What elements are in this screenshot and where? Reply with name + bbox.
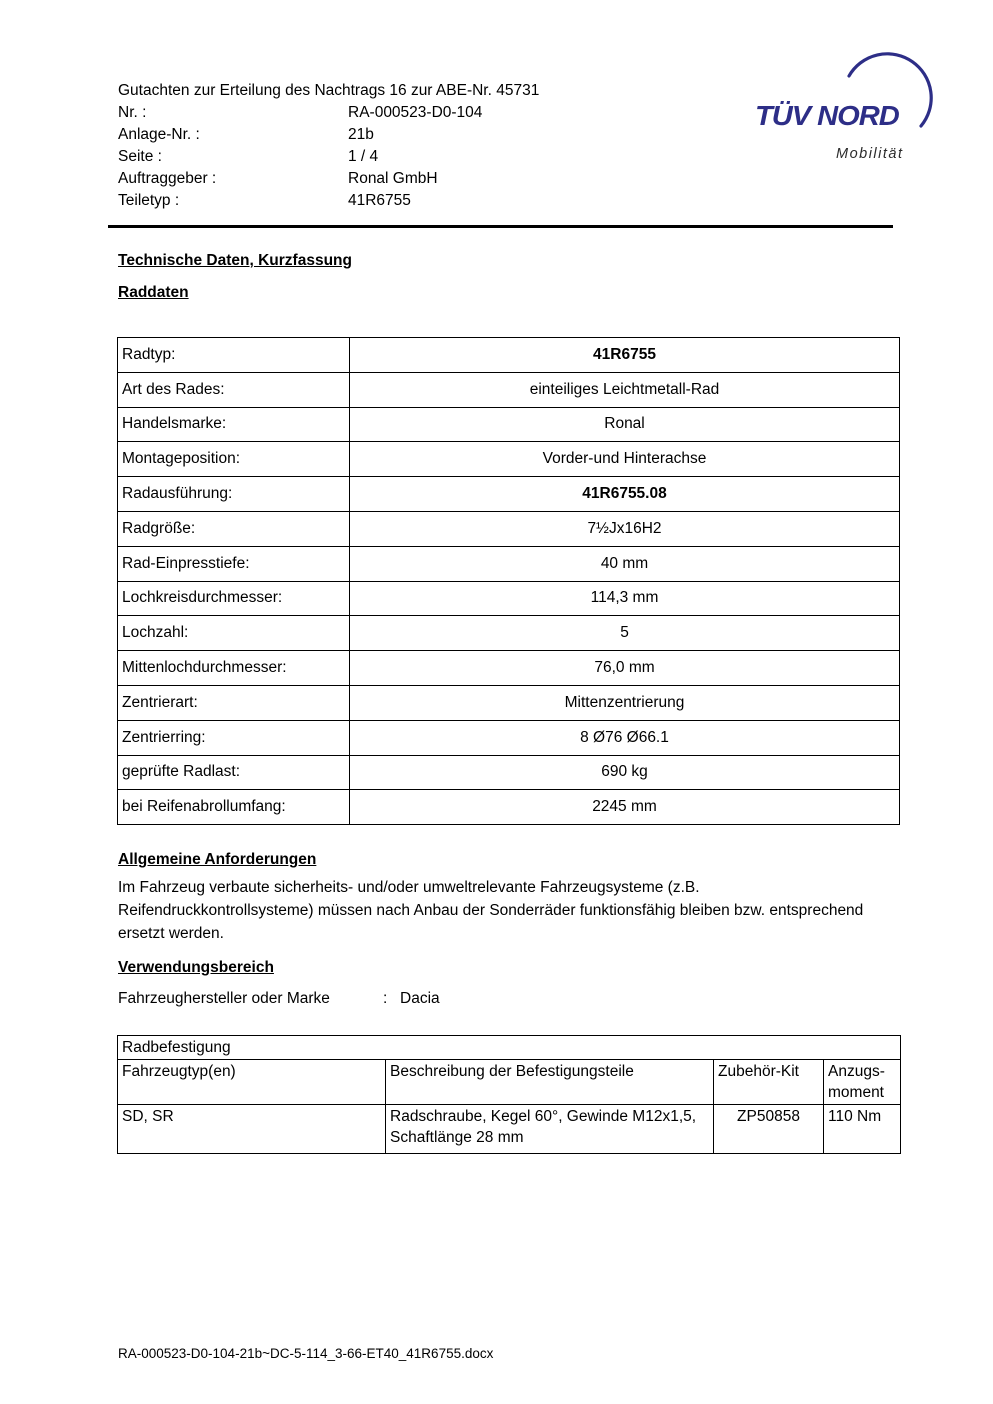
radbefestigung-caption: Radbefestigung (118, 1036, 901, 1060)
meta-value: 1 / 4 (348, 148, 379, 165)
raddaten-value: Ronal (350, 407, 900, 442)
document-title: Gutachten zur Erteilung des Nachtrags 16 zur ABE-Nr. 45731 (118, 82, 540, 99)
raddaten-label: Radausführung: (118, 477, 350, 512)
raddaten-label: geprüfte Radlast: (118, 755, 350, 790)
logo-subtitle: Mobilität (836, 146, 904, 162)
raddaten-row (118, 442, 900, 477)
header-meta-row (118, 146, 539, 168)
raddaten-row (118, 581, 900, 616)
raddaten-label: Zentrierring: (118, 720, 350, 755)
raddaten-row (118, 546, 900, 581)
raddaten-label: Art des Rades: (118, 372, 350, 407)
raddaten-row (118, 616, 900, 651)
radbefestigung-table (117, 1035, 901, 1154)
raddaten-label: Radtyp: (118, 338, 350, 373)
tuev-nord-logo (752, 48, 952, 178)
cell-fahrzeugtyp: SD, SR (118, 1105, 386, 1154)
radbefestigung-header-row (118, 1060, 901, 1105)
raddaten-label: Rad-Einpresstiefe: (118, 546, 350, 581)
meta-value: 21b (348, 126, 374, 143)
document-header (118, 80, 539, 212)
raddaten-row (118, 511, 900, 546)
header-meta-list (118, 102, 539, 212)
meta-label: Seite : (118, 148, 162, 165)
raddaten-value: einteiliges Leichtmetall-Rad (350, 372, 900, 407)
col-header-beschreibung: Beschreibung der Befestigungsteile (386, 1060, 714, 1105)
raddaten-row (118, 651, 900, 686)
footer-filename: RA-000523-D0-104-21b~DC-5-114_3-66-ET40_41R6755.docx (118, 1346, 494, 1361)
allgemeine-anforderungen-text: Im Fahrzeug verbaute sicherheits- und/oder umweltrelevante Fahrzeugsysteme (z.B. Reifendruckkontrollsysteme) müssen nach Anbau der Sonderräder funktionsfähig bleiben bzw. entsprechend ersetzt werden. (118, 879, 864, 942)
raddaten-label: Mittenlochdurchmesser: (118, 651, 350, 686)
raddaten-value: 40 mm (350, 546, 900, 581)
header-meta-row (118, 190, 539, 212)
col-header-fahrzeugtyp: Fahrzeugtyp(en) (118, 1060, 386, 1105)
raddaten-row (118, 407, 900, 442)
raddaten-label: Lochzahl: (118, 616, 350, 651)
raddaten-table (117, 337, 900, 825)
raddaten-value: 41R6755.08 (350, 477, 900, 512)
meta-label: Auftraggeber : (118, 170, 217, 187)
cell-beschreibung: Radschraube, Kegel 60°, Gewinde M12x1,5, Schaftlänge 28 mm (386, 1105, 714, 1154)
meta-label: Anlage-Nr. : (118, 126, 200, 143)
meta-value: Ronal GmbH (348, 170, 438, 187)
fahrzeughersteller-value: Dacia (400, 990, 440, 1007)
raddaten-value: 114,3 mm (350, 581, 900, 616)
meta-label: Teiletyp : (118, 192, 180, 209)
header-meta-row (118, 168, 539, 190)
raddaten-row (118, 755, 900, 790)
meta-value: RA-000523-D0-104 (348, 104, 483, 121)
raddaten-value: 690 kg (350, 755, 900, 790)
fahrzeughersteller-line (118, 990, 440, 1008)
raddaten-label: Lochkreisdurchmesser: (118, 581, 350, 616)
radbefestigung-data-row (118, 1105, 901, 1154)
raddaten-row (118, 720, 900, 755)
col-header-zubehoer-kit: Zubehör-Kit (714, 1060, 824, 1105)
col-header-anzugsmoment: Anzugs-moment (824, 1060, 901, 1105)
cell-anzugsmoment: 110 Nm (824, 1105, 901, 1154)
fahrzeughersteller-separator: : (383, 990, 388, 1007)
header-meta-row (118, 102, 539, 124)
raddaten-value: 2245 mm (350, 790, 900, 825)
raddaten-row (118, 338, 900, 373)
meta-label: Nr. : (118, 104, 147, 121)
logo-wordmark: TÜV NORD (755, 100, 899, 131)
radbefestigung-caption-row (118, 1036, 901, 1060)
raddaten-value: 76,0 mm (350, 651, 900, 686)
header-meta-row (118, 124, 539, 146)
raddaten-value: 41R6755 (350, 338, 900, 373)
heading-raddaten: Raddaten (118, 284, 189, 301)
cell-zubehoer-kit: ZP50858 (714, 1105, 824, 1154)
raddaten-value: Mittenzentrierung (350, 685, 900, 720)
raddaten-row (118, 477, 900, 512)
raddaten-row (118, 685, 900, 720)
raddaten-label: Handelsmarke: (118, 407, 350, 442)
raddaten-row (118, 372, 900, 407)
raddaten-row (118, 790, 900, 825)
raddaten-label: Zentrierart: (118, 685, 350, 720)
raddaten-value: Vorder-und Hinterachse (350, 442, 900, 477)
raddaten-label: bei Reifenabrollumfang: (118, 790, 350, 825)
heading-verwendungsbereich: Verwendungsbereich (118, 959, 274, 976)
raddaten-label: Radgröße: (118, 511, 350, 546)
raddaten-value: 5 (350, 616, 900, 651)
meta-value: 41R6755 (348, 192, 411, 209)
header-divider (108, 225, 893, 228)
heading-allgemeine-anforderungen: Allgemeine Anforderungen (118, 851, 317, 868)
heading-technische-daten: Technische Daten, Kurzfassung (118, 252, 352, 269)
raddaten-value: 8 Ø76 Ø66.1 (350, 720, 900, 755)
fahrzeughersteller-label: Fahrzeughersteller oder Marke (118, 990, 330, 1007)
raddaten-label: Montageposition: (118, 442, 350, 477)
raddaten-value: 7½Jx16H2 (350, 511, 900, 546)
